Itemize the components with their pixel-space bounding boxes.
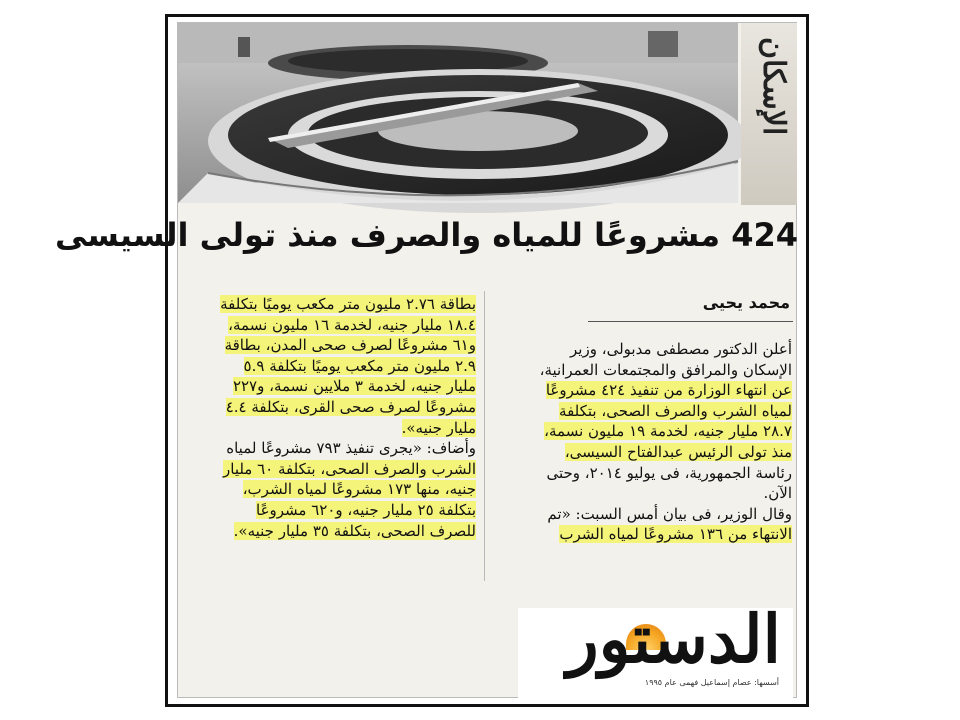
newspaper-logo xyxy=(518,600,793,698)
water-treatment-plant-image xyxy=(178,23,738,203)
article-line: وأضاف: «يجرى تنفيذ ٧٩٣ مشروعًا لمياه xyxy=(226,439,476,458)
article-line: ١٨.٤ مليار جنيه، لخدمة ١٦ مليون نسمة، xyxy=(228,315,476,334)
newspaper-clipping xyxy=(54,22,798,698)
article-line: للصرف الصحى، بتكلفة ٣٥ مليار جنيه». xyxy=(233,521,476,540)
article-byline: محمد يحيى xyxy=(702,293,790,312)
article-line: الإسكان والمرافق والمجتمعات العمرانية، xyxy=(539,360,792,379)
byline-rule xyxy=(588,321,793,322)
article-photo xyxy=(178,23,738,203)
article-line: مليار جنيه، لخدمة ٣ ملايين نسمة، و٢٢٧ xyxy=(232,377,476,396)
section-label: الإسكان xyxy=(756,37,791,136)
article-line: و٦١ مشروعًا لصرف صحى المدن، بطاقة xyxy=(224,336,476,355)
article-line: الآن. xyxy=(763,484,792,503)
article-line: ٢.٩ مليون متر مكعب يوميًا بتكلفة ٥.٩ xyxy=(243,356,476,375)
article-line: أعلن الدكتور مصطفى مدبولى، وزير xyxy=(570,340,792,358)
article-line: مليار جنيه». xyxy=(401,418,476,437)
article-line: بطاقة ٢.٧٦ مليون متر مكعب يوميًا بتكلفة xyxy=(220,295,476,313)
article-line: الانتهاء من ١٣٦ مشروعًا لمياه الشرب xyxy=(559,525,792,544)
article-line: بتكلفة ٢٥ مليار جنيه، و٦٢٠ مشروعًا xyxy=(256,500,476,519)
article-headline: 424 مشروعًا للمياه والصرف منذ تولى السيسى xyxy=(54,216,798,254)
article-line: ٢٨.٧ مليار جنيه، لخدمة ١٩ مليون نسمة، xyxy=(544,422,792,441)
newspaper-name: الدستور xyxy=(566,600,781,678)
article-line: مشروعًا لصرف صحى القرى، بتكلفة ٤.٤ xyxy=(225,397,476,416)
article-line: منذ تولى الرئيس عبدالفتاح السيسى، xyxy=(564,442,792,461)
article-column-left xyxy=(184,294,476,541)
newspaper-tagline: أسسها: عصام إسماعيل فهمى عام ١٩٩٥ xyxy=(644,678,779,687)
section-tab xyxy=(741,23,797,205)
article-line: جنيه، منها ١٧٣ مشروعًا لمياه الشرب، xyxy=(242,480,476,499)
article-line: وقال الوزير، فى بيان أمس السبت: «تم xyxy=(547,504,792,523)
column-divider xyxy=(484,291,485,581)
article-line: عن انتهاء الوزارة من تنفيذ ٤٢٤ مشروعًا xyxy=(545,381,792,400)
article-column-right xyxy=(490,339,792,545)
article-line: لمياه الشرب والصرف الصحى، بتكلفة xyxy=(559,401,792,420)
article-line: الشرب والصرف الصحى، بتكلفة ٦٠ مليار xyxy=(223,459,476,478)
article-line: رئاسة الجمهورية، فى يوليو ٢٠١٤، وحتى xyxy=(546,463,792,482)
